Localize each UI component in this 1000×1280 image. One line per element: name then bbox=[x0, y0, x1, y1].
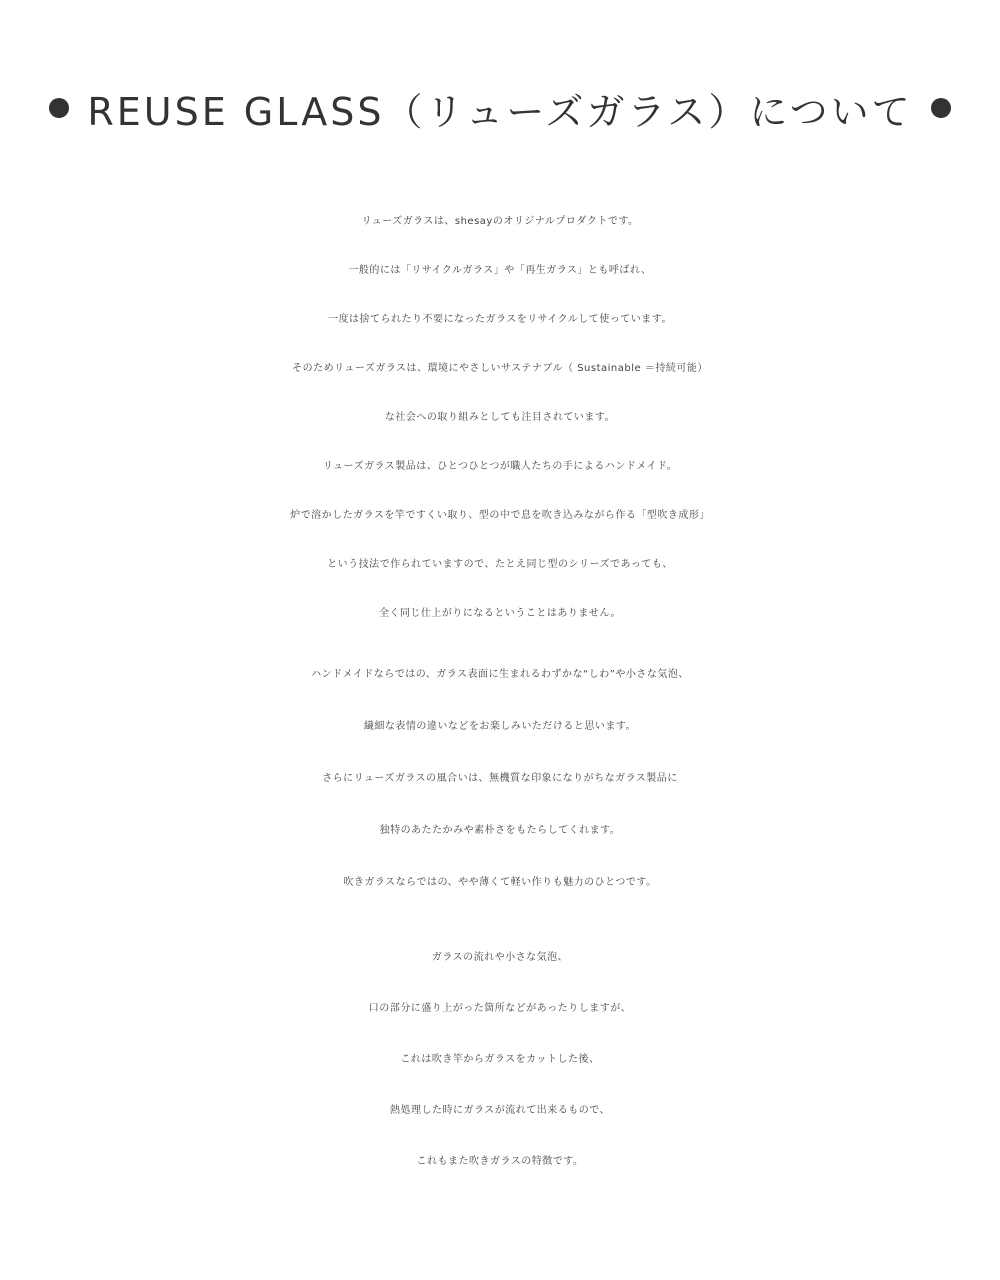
text-line: 炉で溶かしたガラスを竿ですくい取り、型の中で息を吹き込みながら作る「型吹き成形」 bbox=[290, 510, 710, 521]
text-line: さらにリューズガラスの風合いは、無機質な印象になりがちなガラス製品に bbox=[322, 773, 678, 784]
text-line: 熱処理した時にガラスが流れて出来るもので、 bbox=[390, 1105, 610, 1116]
text-line: 口の部分に盛り上がった箇所などがあったりしますが、 bbox=[368, 1003, 632, 1014]
text-line: これは吹き竿からガラスをカットした後、 bbox=[400, 1054, 600, 1065]
paragraph-about-reuse-glass bbox=[0, 197, 1000, 638]
paragraph-handmade-features bbox=[0, 649, 1000, 909]
text-line: リューズガラス製品は、ひとつひとつが職人たちの手によるハンドメイド。 bbox=[322, 461, 678, 472]
text-line: な社会への取り組みとしても注目されています。 bbox=[384, 412, 616, 423]
text-line: 独特のあたたかみや素朴さをもたらしてくれます。 bbox=[379, 825, 621, 836]
text-line: 繊細な表情の違いなどをお楽しみいただけると思います。 bbox=[363, 721, 637, 732]
text-line: という技法で作られていますので、たとえ同じ型のシリーズであっても、 bbox=[327, 559, 673, 570]
text-line: ハンドメイドならではの、ガラス表面に生まれるわずかな“しわ”や小さな気泡、 bbox=[311, 669, 689, 680]
text-line: 一度は捨てられたり不要になったガラスをリサイクルして使っています。 bbox=[328, 314, 672, 325]
text-line: これもまた吹きガラスの特徴です。 bbox=[416, 1156, 584, 1167]
text-line: ガラスの流れや小さな気泡、 bbox=[431, 952, 569, 963]
text-line: リューズガラスは、shesayのオリジナルプロダクトです。 bbox=[361, 216, 639, 227]
text-line: 一般的には「リサイクルガラス」や「再生ガラス」とも呼ばれ、 bbox=[348, 265, 652, 276]
text-line: 吹きガラスならではの、やや薄くて軽い作りも魅力のひとつです。 bbox=[343, 877, 657, 888]
text-line: そのためリューズガラスは、環境にやさしいサステナブル（ Sustainable ＝持続可能） bbox=[292, 363, 708, 374]
paragraph-blown-glass-note bbox=[0, 932, 1000, 1187]
text-line: 全く同じ仕上がりになるということはありません。 bbox=[378, 608, 622, 619]
bullet-dot-icon bbox=[49, 98, 69, 118]
heading-title: REUSE GLASS（リューズガラス）について bbox=[87, 89, 913, 134]
section-heading bbox=[0, 78, 1000, 138]
bullet-dot-icon bbox=[931, 98, 951, 118]
